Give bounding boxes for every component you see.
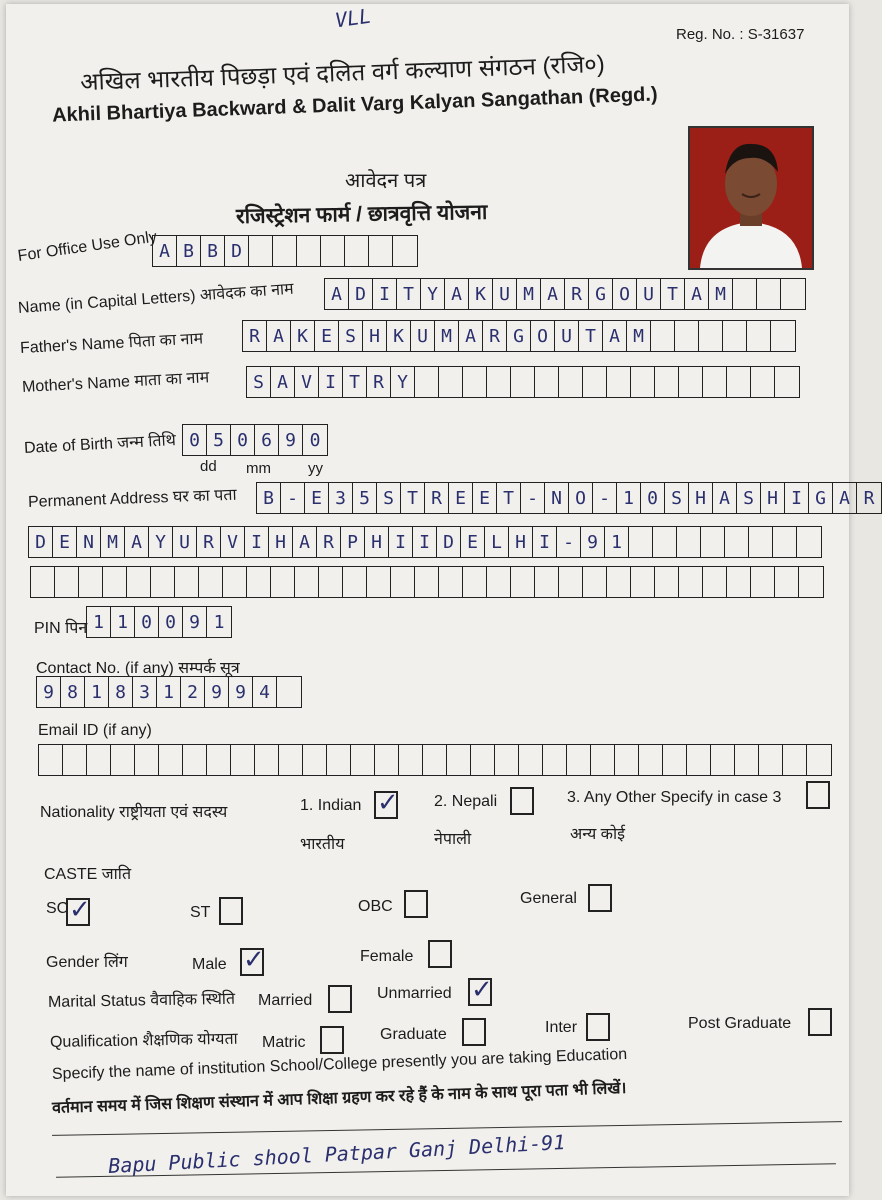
char-cell — [607, 367, 631, 397]
caste-st-label: ST — [190, 904, 211, 921]
char-cell — [31, 567, 55, 597]
char-cell — [151, 567, 175, 597]
char-cell — [797, 527, 821, 557]
qualification-label: Qualification शैक्षणिक योग्यता — [49, 1030, 238, 1051]
char-cell — [559, 567, 583, 597]
char-cell: R — [425, 483, 449, 513]
char-cell: 8 — [109, 677, 133, 707]
char-cell: N — [545, 483, 569, 513]
char-cell — [249, 236, 273, 266]
char-cell: B — [201, 236, 225, 266]
char-cell — [653, 527, 677, 557]
char-cell: A — [541, 279, 565, 309]
char-cell: T — [579, 321, 603, 351]
char-cell: 0 — [135, 607, 159, 637]
char-cell — [757, 279, 781, 309]
char-cell: A — [459, 321, 483, 351]
caste-general-checkbox[interactable] — [588, 884, 612, 912]
char-cell — [631, 367, 655, 397]
caste-sc-label: SC — [46, 900, 69, 917]
char-cell — [63, 745, 87, 775]
nationality-other-hindi: अन्य कोई — [570, 826, 625, 843]
char-cell: I — [319, 367, 343, 397]
char-cell: 9 — [37, 677, 61, 707]
top-mark: VLL — [333, 3, 373, 33]
char-cell — [687, 745, 711, 775]
father-name-field[interactable] — [242, 320, 796, 352]
char-cell — [679, 567, 703, 597]
char-cell: H — [269, 527, 293, 557]
char-cell — [159, 745, 183, 775]
char-cell: M — [435, 321, 459, 351]
nationality-indian-checkbox[interactable] — [374, 791, 398, 819]
nationality-nepali-hindi: नेपाली — [434, 831, 472, 848]
char-cell: P — [341, 527, 365, 557]
char-cell — [699, 321, 723, 351]
char-cell — [655, 567, 679, 597]
char-cell: D — [349, 279, 373, 309]
char-cell: 2 — [181, 677, 205, 707]
char-cell: I — [533, 527, 557, 557]
nationality-nepali-label: 2. Nepali — [434, 793, 498, 810]
char-cell — [679, 367, 703, 397]
char-cell — [175, 567, 199, 597]
gender-label: Gender लिंग — [46, 954, 128, 971]
char-cell: 0 — [641, 483, 665, 513]
char-cell: A — [271, 367, 295, 397]
char-cell: R — [565, 279, 589, 309]
nationality-label: Nationality राष्ट्रीयता एवं सदस्य — [40, 804, 228, 821]
char-cell — [255, 745, 279, 775]
dob-label: Date of Birth जन्म तिथि — [23, 432, 177, 457]
char-cell — [103, 567, 127, 597]
char-cell: M — [101, 527, 125, 557]
char-cell: A — [267, 321, 291, 351]
char-cell — [183, 745, 207, 775]
person-photo-icon — [690, 128, 812, 268]
char-cell: U — [411, 321, 435, 351]
char-cell: V — [221, 527, 245, 557]
institution-label-hindi: वर्तमान समय में जिस शिक्षण संस्थान में आप शिक्षा ग्रहण कर रहे हैं के नाम के साथ पूरा पता भी लिखें। — [51, 1079, 627, 1117]
caste-st-checkbox[interactable] — [219, 897, 243, 925]
char-cell — [631, 567, 655, 597]
gender-male-checkbox[interactable] — [240, 948, 264, 976]
char-cell — [751, 367, 775, 397]
char-cell: G — [809, 483, 833, 513]
char-cell: 5 — [207, 425, 231, 455]
char-cell — [663, 745, 687, 775]
char-cell: H — [689, 483, 713, 513]
char-cell — [391, 567, 415, 597]
nationality-other-label: 3. Any Other Specify in case 3 — [567, 789, 782, 806]
char-cell — [223, 567, 247, 597]
char-cell — [367, 567, 391, 597]
caste-sc-checkbox[interactable] — [66, 898, 90, 926]
char-cell — [447, 745, 471, 775]
caste-obc-label: OBC — [358, 898, 393, 915]
char-cell: O — [531, 321, 555, 351]
father-name-label: Father's Name पिता का नाम — [19, 330, 204, 357]
char-cell: H — [365, 527, 389, 557]
char-cell — [639, 745, 663, 775]
char-cell: I — [785, 483, 809, 513]
char-cell — [711, 745, 735, 775]
reg-number: Reg. No. : S-31637 — [676, 26, 805, 43]
char-cell — [543, 745, 567, 775]
char-cell: - — [557, 527, 581, 557]
char-cell — [511, 567, 535, 597]
marital-married-checkbox[interactable] — [328, 985, 352, 1013]
char-cell: A — [603, 321, 627, 351]
char-cell: K — [291, 321, 315, 351]
char-cell — [439, 567, 463, 597]
char-cell: 1 — [213, 611, 225, 633]
char-cell — [807, 745, 831, 775]
char-cell — [703, 567, 727, 597]
char-cell: Y — [391, 367, 415, 397]
char-cell: 1 — [157, 677, 181, 707]
char-cell: D — [225, 236, 249, 266]
char-cell: H — [363, 321, 387, 351]
char-cell: T — [343, 367, 367, 397]
char-cell — [607, 567, 631, 597]
char-cell: M — [517, 279, 541, 309]
char-cell: V — [295, 367, 319, 397]
char-cell — [369, 236, 393, 266]
char-cell: 1 — [85, 677, 109, 707]
char-cell: O — [569, 483, 593, 513]
char-cell — [751, 567, 775, 597]
char-cell — [749, 527, 773, 557]
char-cell — [345, 236, 369, 266]
char-cell: 1 — [87, 607, 111, 637]
char-cell: S — [737, 483, 761, 513]
char-cell — [629, 527, 653, 557]
dob-mm-label: mm — [246, 460, 271, 477]
char-cell: E — [305, 483, 329, 513]
char-cell: U — [555, 321, 579, 351]
char-cell: 9 — [279, 425, 303, 455]
char-cell: A — [125, 527, 149, 557]
char-cell — [423, 745, 447, 775]
nationality-nepali-checkbox[interactable] — [510, 787, 534, 815]
form-title: आवेदन पत्र — [345, 170, 427, 192]
char-cell — [375, 745, 399, 775]
name-field[interactable] — [324, 278, 806, 310]
qualification-graduate-checkbox[interactable] — [462, 1018, 486, 1046]
char-cell — [775, 567, 799, 597]
email-label: Email ID (if any) — [38, 722, 152, 739]
office-use-label: For Office Use Only — [16, 228, 158, 265]
char-cell: M — [709, 279, 733, 309]
char-cell: 9 — [205, 677, 229, 707]
nationality-indian-label: 1. Indian — [300, 797, 362, 814]
char-cell — [783, 745, 807, 775]
char-cell: S — [339, 321, 363, 351]
char-cell — [727, 367, 751, 397]
char-cell: R — [317, 527, 341, 557]
char-cell: 6 — [255, 425, 279, 455]
char-cell — [39, 745, 63, 775]
char-cell — [559, 367, 583, 397]
name-label: Name (in Capital Letters) आवेदक का नाम — [17, 280, 295, 317]
char-cell: E — [473, 483, 497, 513]
char-cell: 9 — [183, 607, 207, 637]
char-cell — [701, 527, 725, 557]
org-name-english: Akhil Bhartiya Backward & Dalit Varg Kalyan Sangathan (Regd.) — [51, 83, 658, 127]
char-cell: H — [761, 483, 785, 513]
char-cell — [439, 367, 463, 397]
contact-field[interactable] — [36, 676, 302, 708]
char-cell — [135, 745, 159, 775]
char-cell: D — [437, 527, 461, 557]
office-use-field[interactable] — [152, 235, 418, 267]
char-cell — [199, 567, 223, 597]
gender-female-checkbox[interactable] — [428, 940, 452, 968]
char-cell: 3 — [133, 677, 157, 707]
dob-yy-label: yy — [308, 460, 323, 477]
char-cell — [277, 677, 301, 707]
address-line-3[interactable] — [30, 566, 824, 598]
char-cell: S — [377, 483, 401, 513]
char-cell: T — [661, 279, 685, 309]
char-cell: A — [685, 279, 709, 309]
char-cell — [471, 745, 495, 775]
char-cell — [511, 367, 535, 397]
char-cell — [651, 321, 675, 351]
marital-unmarried-checkbox[interactable] — [468, 978, 492, 1006]
char-cell: A — [153, 236, 177, 266]
char-cell: A — [833, 483, 857, 513]
char-cell — [487, 367, 511, 397]
char-cell — [747, 321, 771, 351]
char-cell — [735, 745, 759, 775]
char-cell: T — [497, 483, 521, 513]
address-label: Permanent Address घर का पता — [27, 486, 237, 511]
char-cell: A — [713, 483, 737, 513]
char-cell: R — [483, 321, 507, 351]
char-cell — [799, 567, 823, 597]
address-line-2[interactable] — [28, 526, 822, 558]
char-cell: Y — [421, 279, 445, 309]
char-cell — [583, 367, 607, 397]
char-cell — [535, 367, 559, 397]
char-cell: I — [413, 527, 437, 557]
char-cell — [487, 567, 511, 597]
char-cell: U — [173, 527, 197, 557]
char-cell — [415, 367, 439, 397]
caste-general-label: General — [520, 890, 577, 907]
char-cell: R — [367, 367, 391, 397]
char-cell — [393, 236, 417, 266]
char-cell: R — [863, 487, 875, 509]
contact-label: Contact No. (if any) सम्पर्क सूत्र — [36, 660, 240, 677]
char-cell: T — [397, 279, 421, 309]
char-cell — [725, 527, 749, 557]
char-cell: B — [177, 236, 201, 266]
dob-dd-label: dd — [200, 458, 217, 475]
char-cell — [319, 567, 343, 597]
char-cell — [127, 567, 151, 597]
char-cell: A — [445, 279, 469, 309]
char-cell — [279, 745, 303, 775]
char-cell: L — [485, 527, 509, 557]
char-cell — [327, 745, 351, 775]
char-cell: 0 — [159, 607, 183, 637]
char-cell — [415, 567, 439, 597]
char-cell: S — [247, 367, 271, 397]
char-cell: 0 — [231, 425, 255, 455]
char-cell — [463, 367, 487, 397]
char-cell — [615, 745, 639, 775]
nationality-indian-hindi: भारतीय — [300, 836, 345, 853]
qualification-pg-label: Post Graduate — [688, 1015, 792, 1032]
char-cell: R — [243, 321, 267, 351]
char-cell: E — [449, 483, 473, 513]
char-cell: 4 — [253, 677, 277, 707]
char-cell — [675, 321, 699, 351]
char-cell — [321, 236, 345, 266]
address-line-1[interactable] — [256, 482, 882, 514]
char-cell: U — [493, 279, 517, 309]
char-cell: A — [293, 527, 317, 557]
char-cell — [271, 567, 295, 597]
char-cell — [303, 745, 327, 775]
char-cell — [519, 745, 543, 775]
char-cell — [591, 745, 615, 775]
marital-unmarried-label: Unmarried — [377, 985, 452, 1002]
char-cell: D — [29, 527, 53, 557]
char-cell — [295, 567, 319, 597]
qualification-inter-label: Inter — [545, 1019, 578, 1036]
char-cell: E — [53, 527, 77, 557]
char-cell: O — [613, 279, 637, 309]
qualification-graduate-label: Graduate — [380, 1026, 447, 1043]
char-cell: N — [77, 527, 101, 557]
char-cell — [297, 236, 321, 266]
char-cell: 9 — [229, 677, 253, 707]
nationality-other-checkbox[interactable] — [806, 781, 830, 809]
char-cell — [111, 745, 135, 775]
char-cell: 1 — [111, 607, 135, 637]
institution-value[interactable]: Bapu Public shool Patpar Ganj Delhi-91 — [107, 1130, 566, 1178]
char-cell: - — [521, 483, 545, 513]
char-cell: U — [637, 279, 661, 309]
char-cell — [207, 745, 231, 775]
institution-label-english: Specify the name of institution School/College presently you are taking Education — [51, 1045, 628, 1083]
char-cell: I — [373, 279, 397, 309]
qualification-inter-checkbox[interactable] — [586, 1013, 610, 1041]
char-cell: G — [589, 279, 613, 309]
char-cell — [343, 567, 367, 597]
char-cell — [495, 745, 519, 775]
char-cell — [567, 745, 591, 775]
org-name-hindi: अखिल भारतीय पिछड़ा एवं दलित वर्ग कल्याण संगठन (रजि०) — [79, 50, 606, 97]
email-field[interactable] — [38, 744, 832, 776]
char-cell — [775, 367, 799, 397]
char-cell — [771, 321, 795, 351]
char-cell: G — [507, 321, 531, 351]
char-cell — [703, 367, 727, 397]
char-cell: 1 — [617, 483, 641, 513]
char-cell — [463, 567, 487, 597]
char-cell — [55, 567, 79, 597]
gender-male-label: Male — [192, 956, 227, 973]
char-cell: 5 — [353, 483, 377, 513]
pin-field[interactable] — [86, 606, 232, 638]
char-cell — [231, 745, 255, 775]
char-cell — [759, 745, 783, 775]
qualification-matric-label: Matric — [262, 1034, 306, 1051]
char-cell: H — [509, 527, 533, 557]
char-cell: K — [387, 321, 411, 351]
char-cell — [677, 527, 701, 557]
char-cell: E — [315, 321, 339, 351]
mother-name-label: Mother's Name माता का नाम — [21, 369, 210, 396]
char-cell — [655, 367, 679, 397]
char-cell: 0 — [309, 429, 321, 451]
char-cell — [273, 236, 297, 266]
char-cell — [399, 745, 423, 775]
char-cell: A — [325, 279, 349, 309]
char-cell: - — [593, 483, 617, 513]
marital-label: Marital Status वैवाहिक स्थिति — [47, 990, 236, 1011]
mother-name-field[interactable] — [246, 366, 800, 398]
char-cell: K — [469, 279, 493, 309]
char-cell — [247, 567, 271, 597]
char-cell — [535, 567, 559, 597]
caste-label: CASTE जाति — [44, 866, 132, 883]
char-cell: I — [389, 527, 413, 557]
char-cell — [727, 567, 751, 597]
qualification-pg-checkbox[interactable] — [808, 1008, 832, 1036]
char-cell: T — [401, 483, 425, 513]
char-cell: 9 — [581, 527, 605, 557]
marital-married-label: Married — [258, 992, 313, 1009]
char-cell — [773, 527, 797, 557]
char-cell — [583, 567, 607, 597]
qualification-matric-checkbox[interactable] — [320, 1026, 344, 1054]
char-cell: - — [281, 483, 305, 513]
char-cell: M — [627, 321, 651, 351]
applicant-photo — [688, 126, 814, 270]
char-cell — [87, 745, 111, 775]
char-cell: E — [461, 527, 485, 557]
char-cell: 8 — [61, 677, 85, 707]
char-cell: I — [245, 527, 269, 557]
char-cell: B — [257, 483, 281, 513]
char-cell: 0 — [183, 425, 207, 455]
char-cell — [733, 279, 757, 309]
char-cell: R — [197, 527, 221, 557]
char-cell: 1 — [605, 527, 629, 557]
char-cell — [781, 279, 805, 309]
char-cell — [351, 745, 375, 775]
pin-label: PIN पिन — [34, 620, 88, 637]
gender-female-label: Female — [360, 948, 414, 965]
char-cell: S — [665, 483, 689, 513]
char-cell: 3 — [329, 483, 353, 513]
char-cell — [79, 567, 103, 597]
char-cell: Y — [149, 527, 173, 557]
char-cell — [723, 321, 747, 351]
form-subtitle: रजिस्ट्रेशन फार्म / छात्रवृत्ति योजना — [235, 200, 488, 229]
caste-obc-checkbox[interactable] — [404, 890, 428, 918]
dob-field[interactable] — [182, 424, 328, 456]
